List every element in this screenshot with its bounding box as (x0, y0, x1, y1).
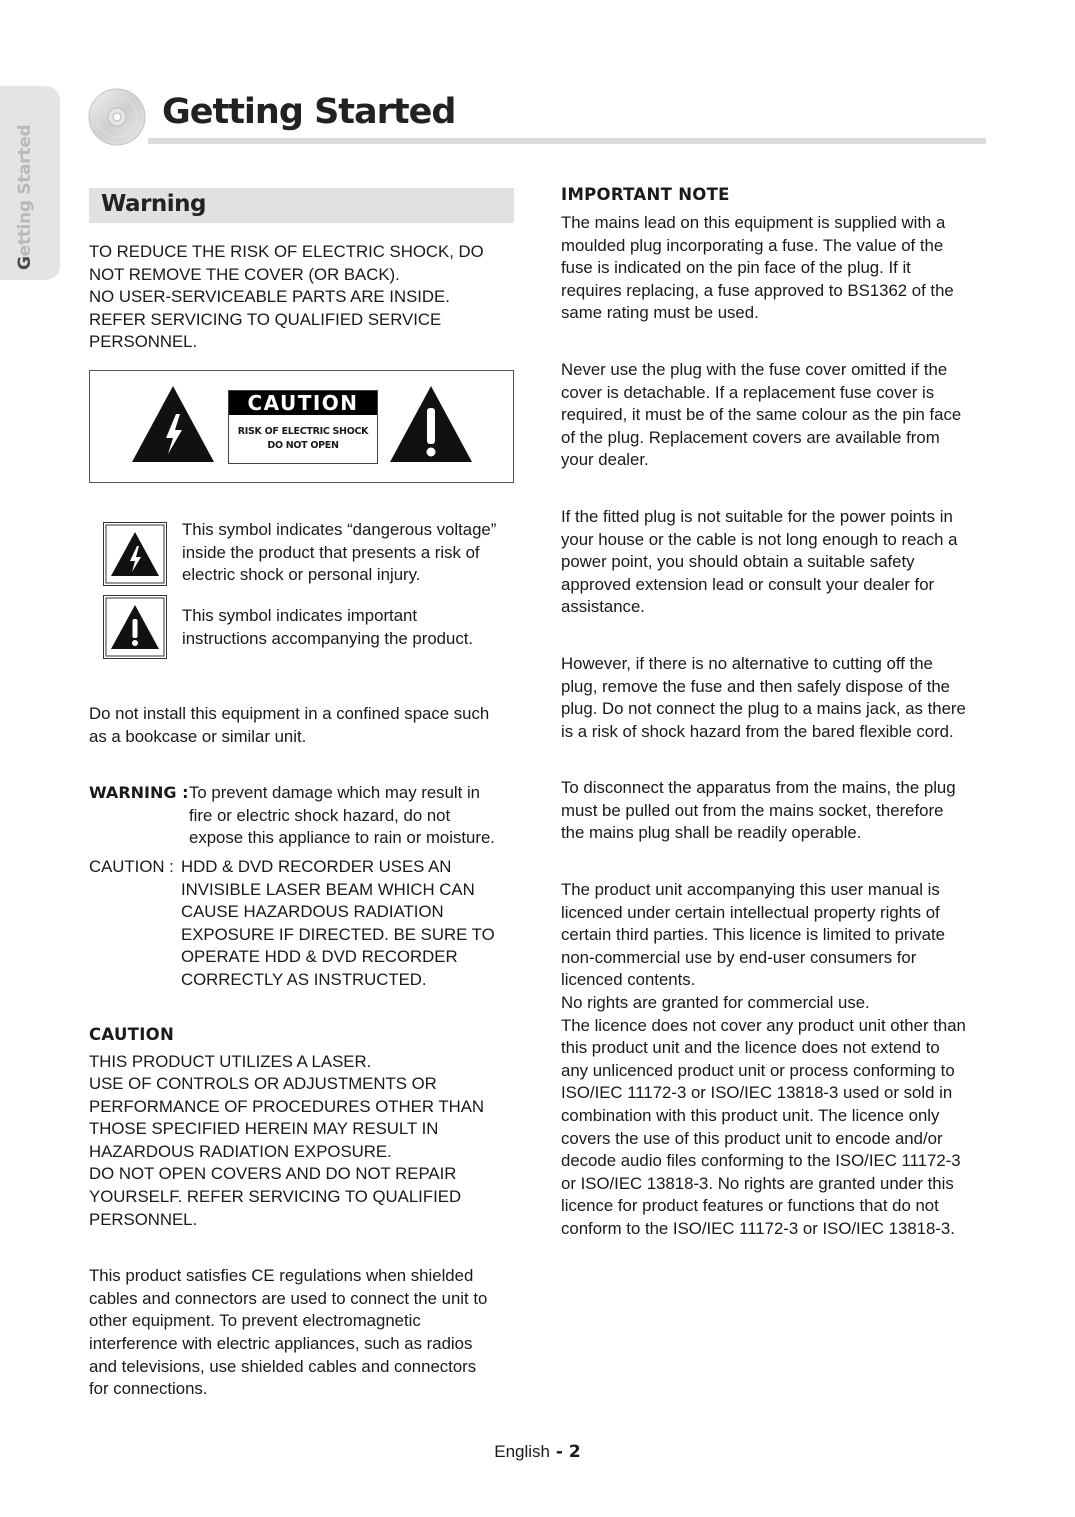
lightning-triangle-icon (103, 522, 167, 586)
caution-note-label: CAUTION : (89, 856, 174, 876)
side-section-tab-label: Getting Started (15, 124, 35, 270)
disc-icon (88, 88, 146, 146)
caution-label (228, 390, 378, 464)
left-column (89, 188, 514, 1401)
disconnect-paragraph: To disconnect the apparatus from the mains, the plug must be pulled out from the mains socket, therefore the mains plug shall be readily operable. (561, 778, 956, 843)
exclamation-triangle-icon (103, 595, 167, 659)
caution-label-subtitle: RISK OF ELECTRIC SHOCK DO NOT OPEN (237, 425, 369, 451)
shock-warning-text: TO REDUCE THE RISK OF ELECTRIC SHOCK, DO NOT REMOVE THE COVER (OR BACK). NO USER-SERVICEABLE PARTS ARE INSIDE. REFER SERVICING TO QUALIFIED SERVICE PERSONNEL. (89, 242, 484, 352)
warning-heading: Warning (101, 191, 207, 217)
fuse-cover-paragraph: Never use the plug with the fuse cover omitted if the cover is detachable. If a replacement fuse cover is required, it must be of the same colour as the pin face of the plug. Replacement covers are available from your dealer. (561, 359, 962, 470)
title-rule (148, 138, 986, 144)
footer-language: English (494, 1442, 550, 1461)
right-column (561, 184, 985, 1241)
plug-suitability-paragraph: If the fitted plug is not suitable for the power points in your house or the cable is not long enough to reach a power point, you should obtain a suitable safety approved extension lead or consult your dealer for assistance. (561, 506, 958, 617)
licence-paragraph: The product unit accompanying this user manual is licenced under certain intellectual property rights of certain third parties. This licence is limited to private non-commercial use by end-user consumers for licenced contents. No rights are granted for commercial use. The licence does not cover any product unit other than this product unit and the licence does not extend to any unlicenced product unit or process conforming to ISO/IEC 11172-3 or ISO/IEC 13818-3 used or sold in combination with this product unit. The licence only covers the use of this product unit to encode and/or decode audio files conforming to the ISO/IEC 11172-3 or ISO/IEC 13818-3. No rights are granted under this licence for product features or functions that do not conform to the ISO/IEC 11172-3 or ISO/IEC 13818-3. (561, 880, 966, 1238)
warning-note-label: WARNING : (89, 783, 189, 803)
plug-removal-paragraph: However, if there is no alternative to cutting off the plug, remove the fuse and then safely dispose of the plug. Do not connect the plug to a mains jack, as there is a risk of shock hazard from the bared flexible cord. (561, 653, 966, 741)
footer-separator: - (550, 1442, 569, 1462)
exclamation-triangle-icon (388, 384, 474, 464)
fuse-paragraph: The mains lead on this equipment is supplied with a moulded plug incorporating a fuse. The value of the fuse is indicated on the pin face of the plug. If it requires replacing, a fuse approved to BS1362 of the same rating must be used. (561, 213, 954, 323)
confined-space-note: Do not install this equipment in a confined space such as a bookcase or similar unit. (89, 703, 490, 746)
caution-label-box (89, 370, 514, 483)
page-number: 2 (568, 1442, 581, 1462)
symbol-explanation-instructions: This symbol indicates important instructions accompanying the product. (89, 595, 514, 675)
warning-heading-bar (89, 188, 514, 223)
important-note-heading: IMPORTANT NOTE (561, 185, 730, 204)
ce-regulations-text: This product satisfies CE regulations when shielded cables and connectors are used to connect the unit to other equipment. To prevent electromagnetic interference with electric appliances, such as radios and televisions, use shielded cables and connectors for connections. (89, 1266, 488, 1399)
caution-heading: CAUTION (89, 1024, 175, 1044)
caution-laser-text: THIS PRODUCT UTILIZES A LASER. USE OF CONTROLS OR ADJUSTMENTS OR PERFORMANCE OF PROCEDURES OTHER THAN THOSE SPECIFIED HEREIN MAY RESULT IN HAZARDOUS RADIATION EXPOSURE. DO NOT OPEN COVERS AND DO NOT REPAIR YOURSELF. REFER SERVICING TO QUALIFIED PERSONNEL. (89, 1051, 485, 1229)
caution-laser-note: CAUTION : HDD & DVD RECORDER USES AN INVISIBLE LASER BEAM WHICH CAN CAUSE HAZARDOUS RADIATION EXPOSURE IF DIRECTED. BE SURE TO OPERATE HDD & DVD RECORDER CORRECTLY AS INSTRUCTED. (89, 856, 495, 989)
caution-label-title: CAUTION (229, 391, 377, 415)
page-footer (0, 1442, 1075, 1462)
page-title: Getting Started (162, 92, 456, 132)
symbol-explanation-voltage: This symbol indicates “dangerous voltage” inside the product that presents a risk of electric shock or personal injury. (89, 521, 514, 595)
warning-note: WARNING : To prevent damage which may result in fire or electric shock hazard, do not expose this appliance to rain or moisture. (89, 782, 514, 850)
lightning-triangle-icon (130, 384, 216, 464)
